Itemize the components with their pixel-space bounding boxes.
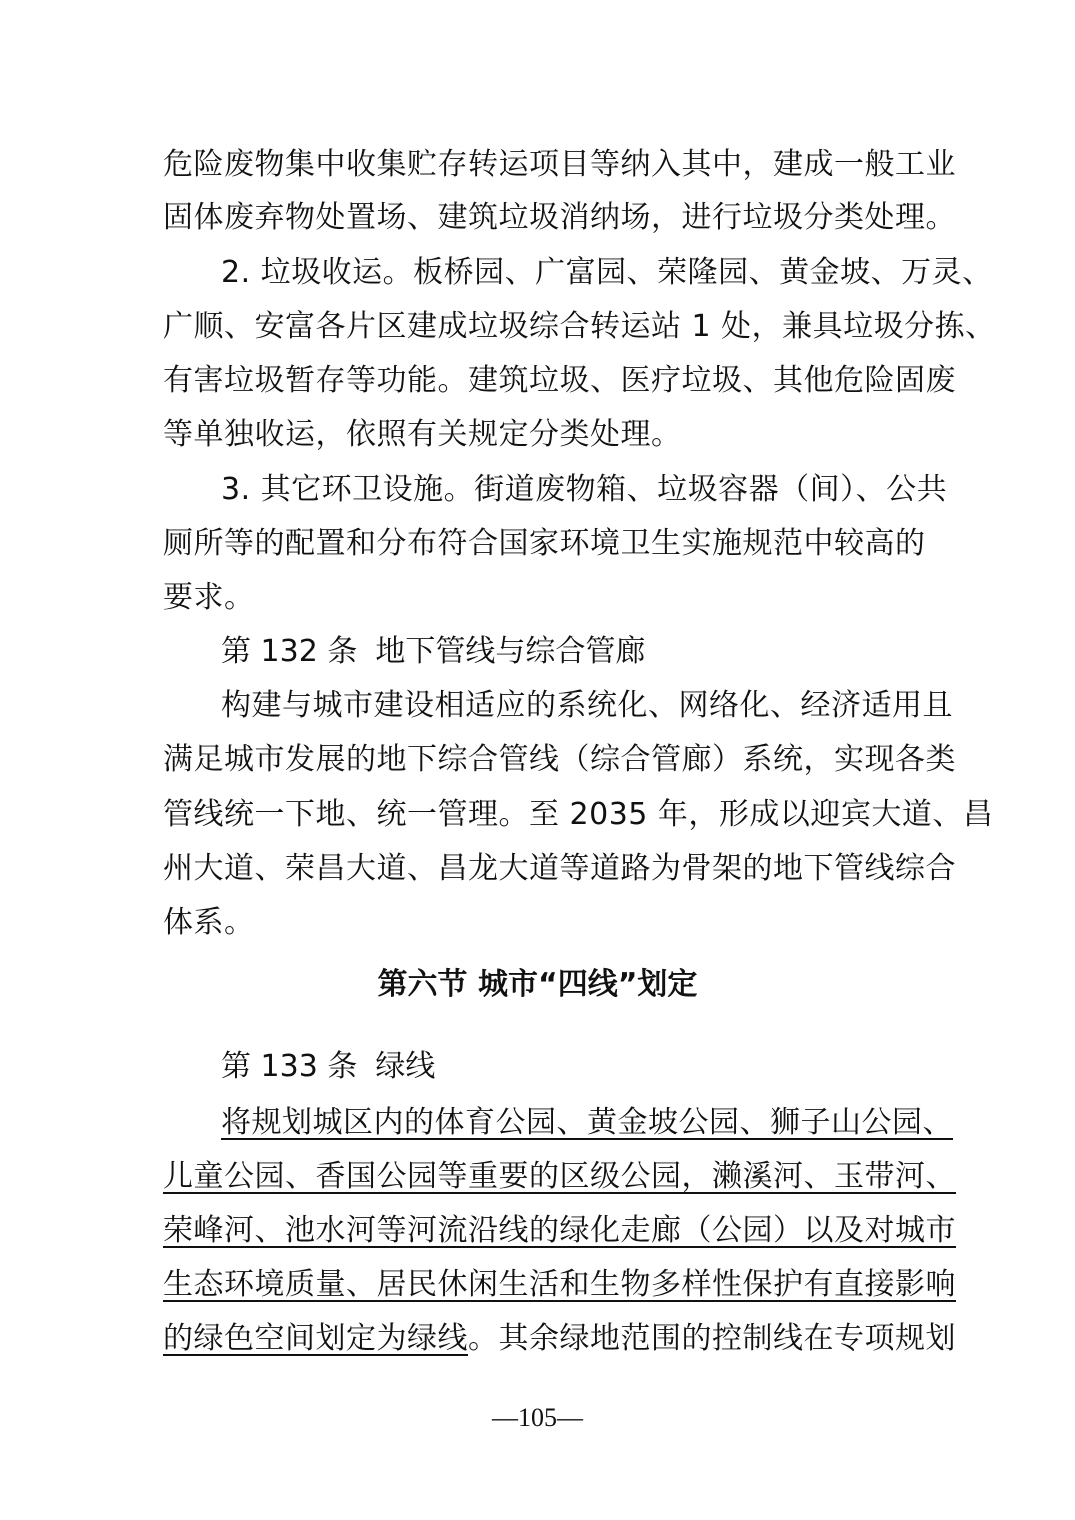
body-text-line: 满足城市发展的地下综合管线（综合管廊）系统，实现各类 [163,742,956,777]
underlined-text: 的绿色空间划定为绿线 [163,1321,468,1356]
body-text-line [163,1319,956,1359]
underlined-text-line: 将规划城区内的体育公园、黄金坡公园、狮子山公园、 [221,1105,953,1140]
section-heading: 第六节 城市“四线”划定 [377,967,698,1002]
body-text-line: 管线统一下地、统一管理。至 2035 年，形成以迎宾大道、昌 [163,797,994,832]
body-text-line: 广顺、安富各片区建成垃圾综合转运站 1 处，兼具垃圾分拣、 [163,309,996,344]
plain-text: 。其余绿地范围的控制线在专项规划 [468,1321,956,1356]
body-text-line: 要求。 [163,580,255,615]
body-text-line: 等单独收运，依照有关规定分类处理。 [163,417,682,452]
article-133-heading [221,1047,435,1087]
body-text-line: 2. 垃圾收运。板桥园、广富园、荣隆园、黄金坡、万灵、 [221,255,993,290]
article-title: 绿线 [375,1049,436,1084]
body-text-line: 危险废物集中收集贮存转运项目等纳入其中，建成一般工业 [163,147,956,182]
body-text-line: 厕所等的配置和分布符合国家环境卫生实施规范中较高的 [163,526,926,561]
page-number: —105— [492,1403,583,1432]
body-text-line: 有害垃圾暂存等功能。建筑垃圾、医疗垃圾、其他危险固废 [163,363,956,398]
underlined-text-line: 生态环境质量、居民休闲生活和生物多样性保护有直接影响 [163,1267,956,1302]
article-number: 第 133 条 [221,1049,358,1084]
article-132-heading [221,632,645,672]
body-text-line: 3. 其它环卫设施。街道废物箱、垃圾容器（间）、公共 [221,472,948,507]
body-text-line: 体系。 [163,905,255,940]
body-text-line: 州大道、荣昌大道、昌龙大道等道路为骨架的地下管线综合 [163,851,956,886]
underlined-text-line: 儿童公园、香国公园等重要的区级公园，濑溪河、玉带河、 [163,1159,956,1194]
body-text-line: 构建与城市建设相适应的系统化、网络化、经济适用且 [221,688,953,723]
article-number: 第 132 条 [221,634,358,669]
article-title: 地下管线与综合管廊 [375,634,646,669]
underlined-text-line: 荣峰河、池水河等河流沿线的绿化走廊（公园）以及对城市 [163,1213,956,1248]
body-text-line: 固体废弃物处置场、建筑垃圾消纳场，进行垃圾分类处理。 [163,200,956,235]
